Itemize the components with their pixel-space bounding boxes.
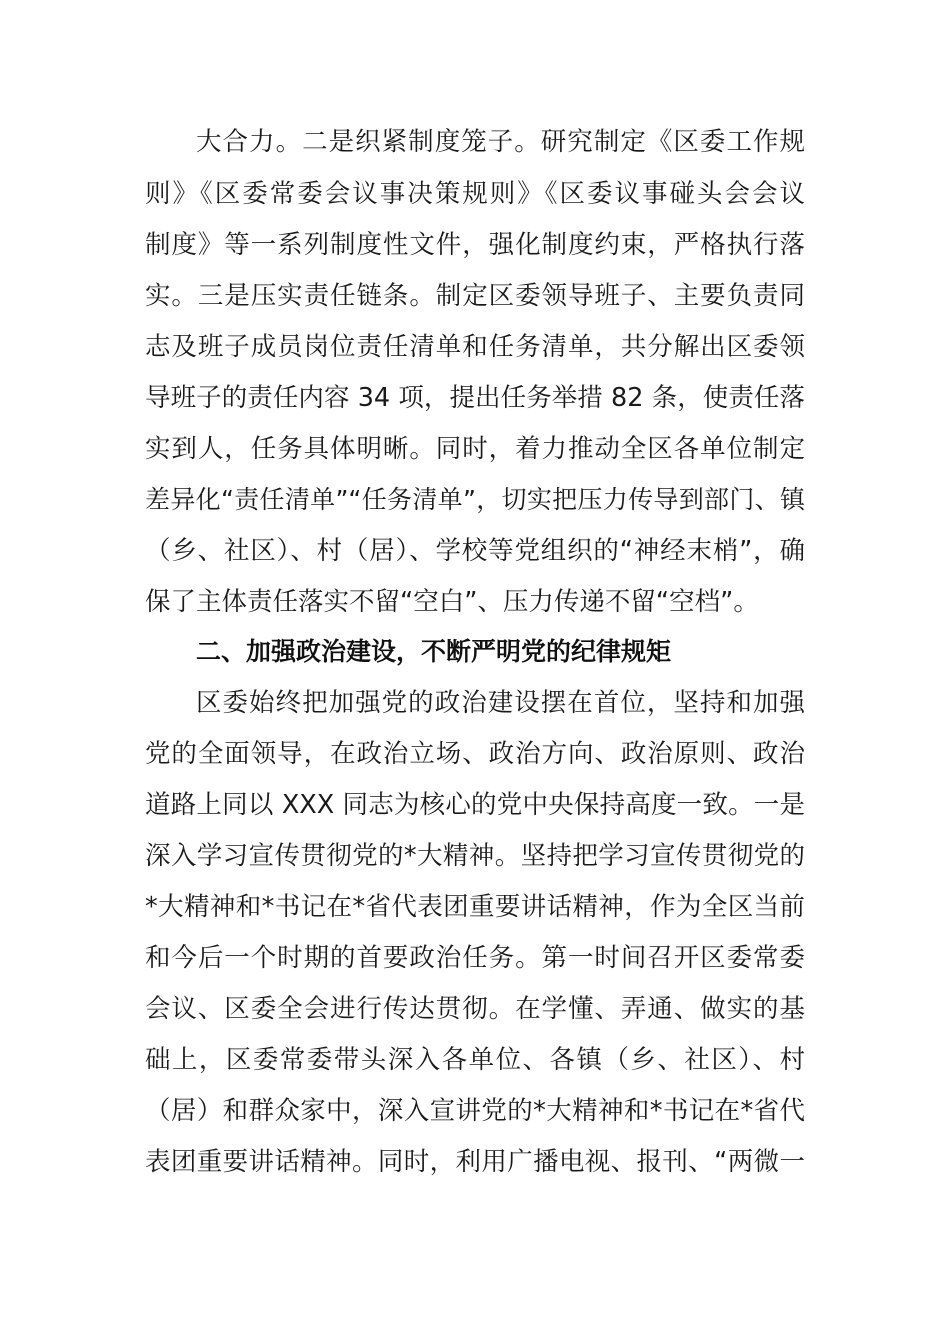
text-line: 制度》等一系列制度性文件，强化制度约束，严格执行落 bbox=[145, 230, 805, 260]
text-line: 表团重要讲话精神。同时，利用广播电视、报刊、“两微一 bbox=[145, 1147, 805, 1177]
section-heading: 二、加强政治建设，不断严明党的纪律规矩 bbox=[196, 637, 672, 666]
text-line: 保了主体责任落实不留“空白”、压力传递不留“空档”。 bbox=[145, 587, 759, 617]
text-line: 区委始终把加强党的政治建设摆在首位，坚持和加强 bbox=[196, 688, 805, 718]
text-line: （乡、社区）、村（居）、学校等党组织的“神经末梢”，确 bbox=[145, 536, 805, 566]
text-line: 道路上同以 XXX 同志为核心的党中央保持高度一致。一是 bbox=[145, 790, 805, 820]
text-line: 实到人，任务具体明晰。同时，着力推动全区各单位制定 bbox=[145, 434, 805, 464]
text-line: （居）和群众家中，深入宣讲党的*大精神和*书记在*省代 bbox=[145, 1096, 805, 1126]
text-line: 础上，区委常委带头深入各单位、各镇（乡、社区）、村 bbox=[145, 1045, 805, 1075]
text-line: 和今后一个时期的首要政治任务。第一时间召开区委常委 bbox=[145, 943, 805, 973]
text-line: *大精神和*书记在*省代表团重要讲话精神，作为全区当前 bbox=[145, 892, 805, 922]
text-line: 志及班子成员岗位责任清单和任务清单，共分解出区委领 bbox=[145, 332, 805, 362]
text-line: 导班子的责任内容 34 项，提出任务举措 82 条，使责任落 bbox=[145, 383, 805, 413]
text-line: 大合力。二是织紧制度笼子。研究制定《区委工作规 bbox=[196, 127, 805, 157]
text-line: 实。三是压实责任链条。制定区委领导班子、主要负责同 bbox=[145, 281, 805, 311]
text-line: 差异化“责任清单”“任务清单”，切实把压力传导到部门、镇 bbox=[145, 485, 805, 514]
text-line: 深入学习宣传贯彻党的*大精神。坚持把学习宣传贯彻党的 bbox=[145, 841, 805, 871]
text-line: 会议、区委全会进行传达贯彻。在学懂、弄通、做实的基 bbox=[145, 994, 805, 1024]
text-line: 则》《区委常委会议事决策规则》《区委议事碰头会会议 bbox=[145, 179, 805, 209]
text-line: 党的全面领导，在政治立场、政治方向、政治原则、政治 bbox=[145, 739, 805, 769]
